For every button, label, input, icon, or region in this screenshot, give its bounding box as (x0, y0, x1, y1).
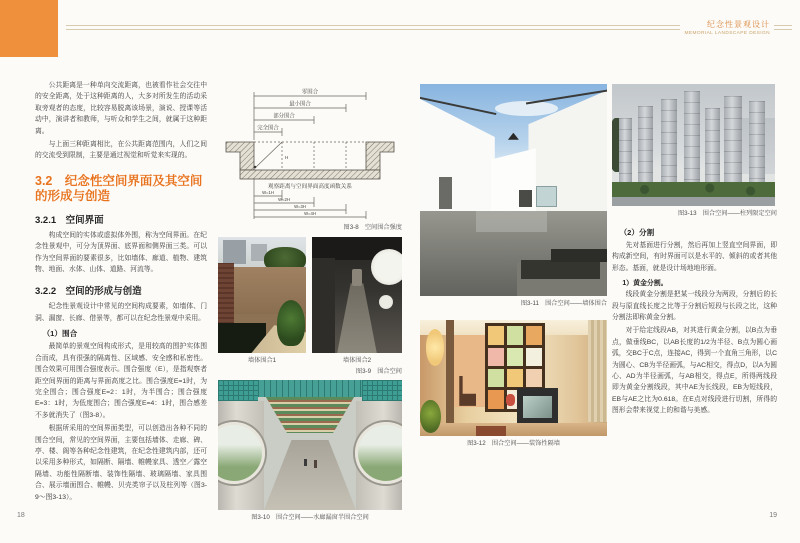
paragraph-distance-compare: 与上面三种距离相比，在公共距离范围内，人们之间的交流受到限制，主要是通过视觉和听觉来实现的。 (35, 141, 207, 160)
memorial-pillar (619, 118, 632, 186)
wood-column (446, 320, 453, 436)
middle-figure-column (218, 78, 402, 521)
item-heading-division: （2）分割 (619, 228, 655, 237)
round-window-small (379, 295, 393, 309)
figure-3-11-caption: 图3-11 围合空间——墙体围合 (520, 300, 607, 307)
item-heading-golden-section: 1）黄金分割。 (622, 280, 668, 288)
memorial-pillar (749, 101, 765, 186)
figure-3-12-caption: 图3-12 围合空间——装饰性隔墙 (467, 440, 560, 447)
memorial-pillar (661, 99, 677, 187)
plants (277, 300, 305, 346)
corridor-floor (337, 283, 377, 353)
figure-wall-enclosure-2 (312, 237, 402, 364)
diagram-label-h: H (285, 155, 289, 160)
gallery-ceiling (266, 397, 354, 433)
section-heading-3-2: 3.2 纪念性空间界面及其空间的形成与创造 (35, 173, 203, 203)
book-title-chinese: 纪念性景观设计 (707, 20, 770, 29)
wall-door (439, 177, 452, 209)
brick-wall (218, 263, 234, 328)
paragraph-space-interface: 构成空间的实体或虚拟体外围，称为空间界面。在纪念性景观中，可分为顶界面、底界面和侧界面三类。可以作为空间界面的要素很多，比如墙体、廊道、植物、建筑物、地面、水体、山体、道路、河流等。 (35, 231, 207, 274)
photo-courtyard-wall-enclosure (218, 237, 306, 353)
visitor-figure (304, 459, 307, 466)
tv-screen (523, 396, 552, 419)
diagram-label-full-enclosure: 完全围合 (257, 125, 279, 132)
photo-traditional-gallery-corridor (218, 380, 402, 510)
corridor-end-light (352, 269, 363, 285)
potted-plant (420, 400, 441, 432)
floor-light-patch (476, 211, 547, 232)
header-titles (680, 20, 774, 37)
flowers (506, 394, 515, 406)
diagram-dim-w1h: W=1H (262, 190, 274, 195)
painted-beam (258, 380, 361, 397)
left-text-column (35, 80, 207, 505)
figure-3-12 (420, 320, 607, 447)
photo-pair-row (218, 237, 402, 364)
diagram-label-zero-enclosure: 零围合 (301, 89, 319, 96)
photo1-caption: 墙体围合1 (247, 357, 277, 364)
section-heading-3-2-1: 3.2.1 空间界面 (35, 214, 104, 226)
memorial-pillar (684, 91, 700, 186)
paragraph-enclosure-strength: 最简单的景观空间构成形式，是用较高的围护实体围合而成，具有很强的隔离性、区域感、安全感和私密性。围合效果可用围合强度表示。围合强度（E），是指观察者距空间界面的距离与界面高度之比。围合强度E=1时，为完全围合；围合强度E=2：1时，为半围合；围合强度E=3：1时，为低度围合；围合强度E=4：1时，围合感差不多就消失了（图3-8）。 (35, 343, 207, 419)
bench (521, 260, 600, 279)
diagram-label-min-enclosure: 最小围合 (289, 101, 311, 108)
paragraph-interface-types: 根据所采用的空间界面类型，可以创造出各种不同的围合空间，常见的空间界面，主要包括墙体、走廊、碑、亭、楼、阁等各种纪念性建筑，在纪念性建筑内部，还可以采用多种形式，如隔断、隔墙、帷幔家具、透空／露空隔墙、功能性隔断墙、装饰性隔墙、玻璃隔墙、家具围合、展示墙面围合、帷幔、贝壳类帘子以及柱列等（图3-9～图3-13）。 (35, 425, 207, 501)
header-rule-short (774, 25, 792, 30)
left-wall (312, 258, 335, 353)
photo2-caption: 墙体围合2 (342, 357, 372, 364)
gallery-floor (264, 440, 356, 510)
stone-object (519, 190, 532, 207)
foreground-chair (476, 426, 506, 436)
section-heading-3-2-2: 3.2.2 空间的形成与创造 (35, 286, 142, 298)
memorial-pillar (705, 108, 720, 186)
figure-3-10 (218, 380, 402, 521)
paragraph-space-elements: 纪念性景观设计中常见的空间构成要素，如墙体、门洞、漏窗、长廊、借景等，都可以在纪念性景观中采用。 (35, 303, 207, 322)
right-photo-column (420, 84, 607, 447)
figure-3-10-caption: 图3-10 围合空间——水廊漏窗半围合空间 (251, 514, 369, 521)
figure-3-13 (612, 84, 777, 217)
figure-3-9-caption: 图3-9 围合空间 (355, 368, 402, 375)
figure-3-13-caption: 图3-13 围合空间——柱列限定空间 (677, 210, 777, 217)
memorial-pillar (724, 96, 742, 186)
memorial-pillar (638, 106, 653, 187)
roof-finial (508, 133, 519, 140)
diagram-dim-w4h: W=4H (304, 211, 316, 216)
book-title-english: MEMORIAL LANDSCAPE DESIGN (684, 31, 770, 36)
photo-memorial-pillar-colonnade (612, 84, 775, 206)
lawn-shrubs (612, 182, 775, 198)
building-silhouette (223, 240, 246, 263)
paragraph-base-division: 先对基面进行分割，然后再加上竖直空间界面，即构成新空间，有时界面可以是水平的、倾斜的或者其他形态。基面，就是设计场地地形面。 (612, 242, 777, 272)
bench (551, 249, 607, 262)
right-text-column (612, 84, 777, 419)
item-heading-enclosure: （1）围合 (42, 329, 78, 339)
curtain (588, 320, 607, 422)
photo-corridor-round-windows (312, 237, 402, 353)
round-window (371, 249, 403, 285)
wood-floor (420, 423, 607, 436)
header-rule (66, 25, 680, 30)
corner-accent-block (0, 0, 58, 57)
diagram-dim-w3h: W=3H (294, 204, 306, 209)
figure-3-8-caption: 图3-8 空间围合强度 (343, 224, 402, 231)
paragraph-golden-construction: 对于给定线段AB，对其进行黄金分割，以B点为垂点，做垂线BC，以AB长度的1/2为半径、B点为圆心画弧，交BC于C点，连接AC，得到一个直角三角形，以C为圆心、CB为半径画弧，与AC相交，得点D，以A为圆心、AD为半径画弧，与AB相交，得点E，所得两线段即为黄金分割线段，其中AE为长线段，EB为短线段，EB与AE之比为0.618。在E点对线段进行切割，所得的图形会带来视觉上的和谐与美感。 (612, 327, 777, 415)
glass-object (536, 186, 557, 207)
diagram-caption: 观察距离与空间界面高度函数关系 (268, 184, 352, 190)
figure-wall-enclosure-1 (218, 237, 306, 364)
paragraph-public-distance: 公共距离是一种单向交流距离，也被看作社会交往中的安全距离，处于这种距离的人，大多对所发生的活动采取旁观者的态度，比较容易脱离该场景，演说、授课等活动中，演讲者和教师，与听众和学生之间，就属于这种距离。 (35, 82, 207, 135)
page-header (66, 20, 792, 37)
television (517, 388, 558, 427)
diagram-label-partial-enclosure: 部分围合 (273, 113, 295, 120)
photo-white-wall-courtyard (420, 84, 607, 296)
figure-3-11 (420, 84, 607, 307)
page-number-left: 18 (17, 512, 25, 519)
photo-interior-decorative-partition (420, 320, 607, 436)
enclosure-strength-diagram (218, 78, 402, 220)
diagram-dim-w2h: W=2H (278, 197, 290, 202)
visitor-figure (314, 460, 317, 468)
road (612, 197, 775, 206)
paragraph-golden-definition: 线段黄金分割是把某一线段分为两段，分割后的长段与原直线长度之比等于分割后短段与长段之比，这种分割法即称黄金分割。 (612, 291, 777, 322)
wall-lamp-glow (426, 329, 445, 366)
page-number-right: 19 (769, 512, 777, 519)
